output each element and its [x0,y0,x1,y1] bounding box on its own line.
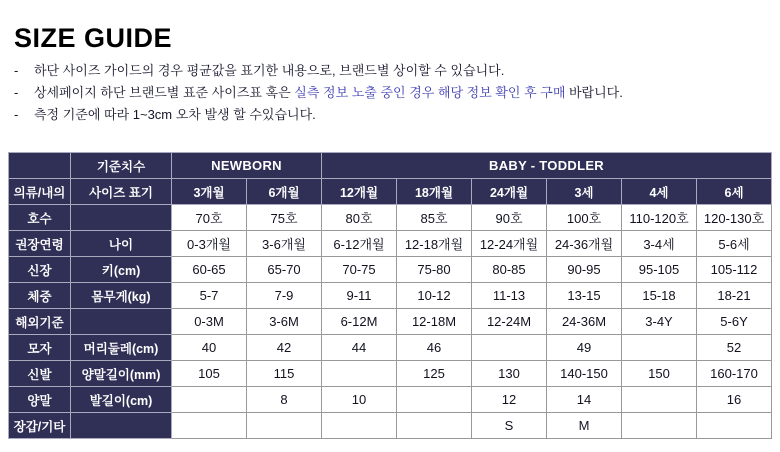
data-cell: 6-12M [322,309,397,335]
note-dash: - [14,63,19,78]
data-cell: 46 [397,335,472,361]
data-cell: 80호 [322,205,397,231]
data-cell: 12-24개월 [472,231,547,257]
column-header-cell: 3개월 [172,179,247,205]
data-cell: 24-36개월 [547,231,622,257]
row-category-cell: 해외기준 [9,309,71,335]
group-newborn-header-cell: NEWBORN [172,153,322,179]
data-cell: 7-9 [247,283,322,309]
table-row [9,257,772,283]
row-size-label-cell: 머리둘레(cm) [71,335,172,361]
data-cell [622,335,697,361]
table-row [9,413,772,439]
data-cell: 85호 [397,205,472,231]
data-cell: 65-70 [247,257,322,283]
data-cell: 95-105 [622,257,697,283]
table-row [9,387,772,413]
data-cell: 0-3M [172,309,247,335]
column-header-cell: 4세 [622,179,697,205]
data-cell: 6-12개월 [322,231,397,257]
data-cell: 60-65 [172,257,247,283]
corner-cell [9,153,71,179]
data-cell: 24-36M [547,309,622,335]
table-row [9,361,772,387]
row-category-cell: 호수 [9,205,71,231]
note-2-blue-highlight: 실측 정보 노출 중인 경우 해당 정보 확인 후 구매 [294,85,566,100]
size-guide-table [8,152,772,439]
table-row [9,283,772,309]
data-cell [172,413,247,439]
data-cell [397,413,472,439]
row-category-cell: 권장연령 [9,231,71,257]
data-cell [622,387,697,413]
standard-size-header-cell: 기준치수 [71,153,172,179]
table-row [9,231,772,257]
data-cell: 150 [622,361,697,387]
data-cell: 10 [322,387,397,413]
row-category-cell: 모자 [9,335,71,361]
data-cell: 140-150 [547,361,622,387]
data-cell: 18-21 [697,283,772,309]
size-table-body [9,205,772,439]
note-text-3: 측정 기준에 따라 1~3cm 오차 발생 할 수있습니다. [34,107,316,122]
note-text-1: 하단 사이즈 가이드의 경우 평균값을 표기한 내용으로, 브랜드별 상이할 수 있습니다. [34,63,505,78]
data-cell [622,413,697,439]
note-line-3 [14,104,774,126]
data-cell: 44 [322,335,397,361]
data-cell: 0-3개월 [172,231,247,257]
category-column-header-cell: 의류/내의 [9,179,71,205]
data-cell: 11-13 [472,283,547,309]
data-cell: 40 [172,335,247,361]
data-cell: 90호 [472,205,547,231]
data-cell: 75호 [247,205,322,231]
column-header-cell: 3세 [547,179,622,205]
data-cell: 105 [172,361,247,387]
data-cell: 13-15 [547,283,622,309]
data-cell: 12-24M [472,309,547,335]
row-category-cell: 장갑/기타 [9,413,71,439]
data-cell: 42 [247,335,322,361]
row-size-label-cell: 양말길이(mm) [71,361,172,387]
note-2-black-lead: 상세페이지 하단 브랜드별 표준 사이즈표 혹은 [34,85,295,100]
page-title: SIZE GUIDE [14,23,173,53]
data-cell: 15-18 [622,283,697,309]
data-cell: 130 [472,361,547,387]
row-category-cell: 체중 [9,283,71,309]
data-cell: 10-12 [397,283,472,309]
note-text-2 [34,82,623,104]
size-label-column-header-cell: 사이즈 표기 [71,179,172,205]
note-2-black-tail: 바랍니다. [565,85,623,100]
table-row [9,309,772,335]
data-cell: 110-120호 [622,205,697,231]
row-category-cell: 양말 [9,387,71,413]
data-cell: 80-85 [472,257,547,283]
table-row [9,205,772,231]
data-cell: S [472,413,547,439]
column-header-cell: 6개월 [247,179,322,205]
data-cell: 100호 [547,205,622,231]
data-cell: 5-6Y [697,309,772,335]
data-cell: 14 [547,387,622,413]
data-cell: M [547,413,622,439]
column-header-cell: 24개월 [472,179,547,205]
table-row [9,335,772,361]
data-cell: 8 [247,387,322,413]
data-cell [247,413,322,439]
data-cell: 16 [697,387,772,413]
data-cell [322,361,397,387]
data-cell: 120-130호 [697,205,772,231]
data-cell [322,413,397,439]
group-baby-toddler-header-cell: BABY - TODDLER [322,153,772,179]
data-cell: 75-80 [397,257,472,283]
data-cell: 115 [247,361,322,387]
row-size-label-cell [71,205,172,231]
data-cell [697,413,772,439]
data-cell: 12-18M [397,309,472,335]
data-cell: 9-11 [322,283,397,309]
row-size-label-cell: 몸무게(kg) [71,283,172,309]
data-cell: 3-4Y [622,309,697,335]
data-cell: 70호 [172,205,247,231]
data-cell: 5-7 [172,283,247,309]
data-cell: 49 [547,335,622,361]
row-size-label-cell [71,309,172,335]
row-size-label-cell: 발길이(cm) [71,387,172,413]
row-size-label-cell [71,413,172,439]
note-line-1 [14,60,774,82]
data-cell: 5-6세 [697,231,772,257]
data-cell: 3-6M [247,309,322,335]
data-cell: 90-95 [547,257,622,283]
data-cell: 125 [397,361,472,387]
table-column-header-row [9,179,772,205]
data-cell: 52 [697,335,772,361]
data-cell: 12 [472,387,547,413]
data-cell: 160-170 [697,361,772,387]
row-size-label-cell: 나이 [71,231,172,257]
data-cell [397,387,472,413]
data-cell: 3-6개월 [247,231,322,257]
data-cell: 12-18개월 [397,231,472,257]
row-category-cell: 신장 [9,257,71,283]
row-category-cell: 신발 [9,361,71,387]
data-cell: 3-4세 [622,231,697,257]
note-line-2 [14,82,774,104]
data-cell [172,387,247,413]
data-cell [472,335,547,361]
note-dash: - [14,85,19,100]
notes-list [14,60,774,126]
note-dash: - [14,107,19,122]
data-cell: 70-75 [322,257,397,283]
column-header-cell: 12개월 [322,179,397,205]
row-size-label-cell: 키(cm) [71,257,172,283]
data-cell: 105-112 [697,257,772,283]
column-header-cell: 18개월 [397,179,472,205]
column-header-cell: 6세 [697,179,772,205]
table-group-header-row [9,153,772,179]
